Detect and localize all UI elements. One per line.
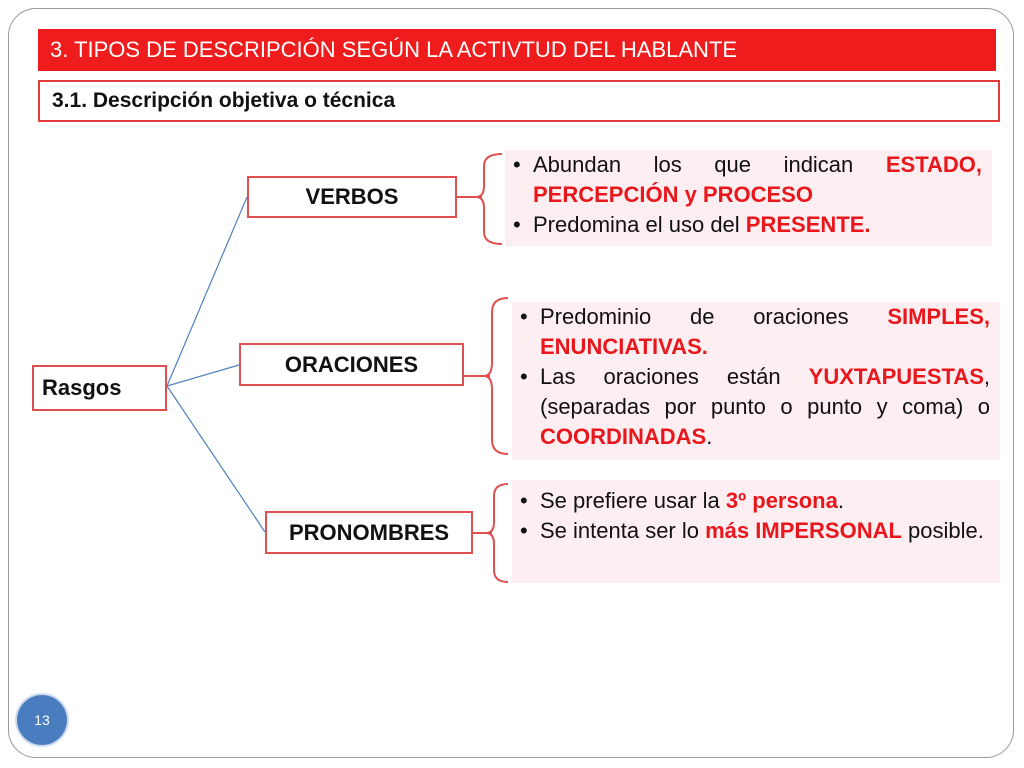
bracket-verbos [476,154,502,244]
node-pronombres: PRONOMBRES [265,511,473,554]
node-verbos: VERBOS [247,176,457,218]
connector-oraciones [167,365,239,386]
bracket-pronombres [486,484,508,582]
list-item: • Se intenta ser lo más IMPERSONAL posible. [514,516,990,546]
list-item: • Predomina el uso del PRESENTE. [507,210,982,240]
node-rasgos: Rasgos [32,365,167,411]
page-number-badge: 13 [17,695,67,745]
section-subtitle: 3.1. Descripción objetiva o técnica [38,80,1000,122]
slide-title: 3. TIPOS DE DESCRIPCIÓN SEGÚN LA ACTIVTUD DEL HABLANTE [38,29,996,71]
panel-verbos [505,150,992,246]
connector-pronombres [167,386,265,532]
panel-oraciones [512,302,1000,460]
node-oraciones: ORACIONES [239,343,464,386]
bracket-oraciones [484,298,508,454]
list-item: • Abundan los que indican ESTADO, PERCEPCIÓN y PROCESO [507,150,982,210]
panel-pronombres [512,480,1000,583]
list-item: • Las oraciones están YUXTAPUESTAS, (separadas por punto o punto y coma) o COORDINADAS. [514,362,990,452]
connector-verbos [167,197,247,386]
list-item: • Predominio de oraciones SIMPLES, ENUNCIATIVAS. [514,302,990,362]
list-item: • Se prefiere usar la 3º persona. [514,486,990,516]
